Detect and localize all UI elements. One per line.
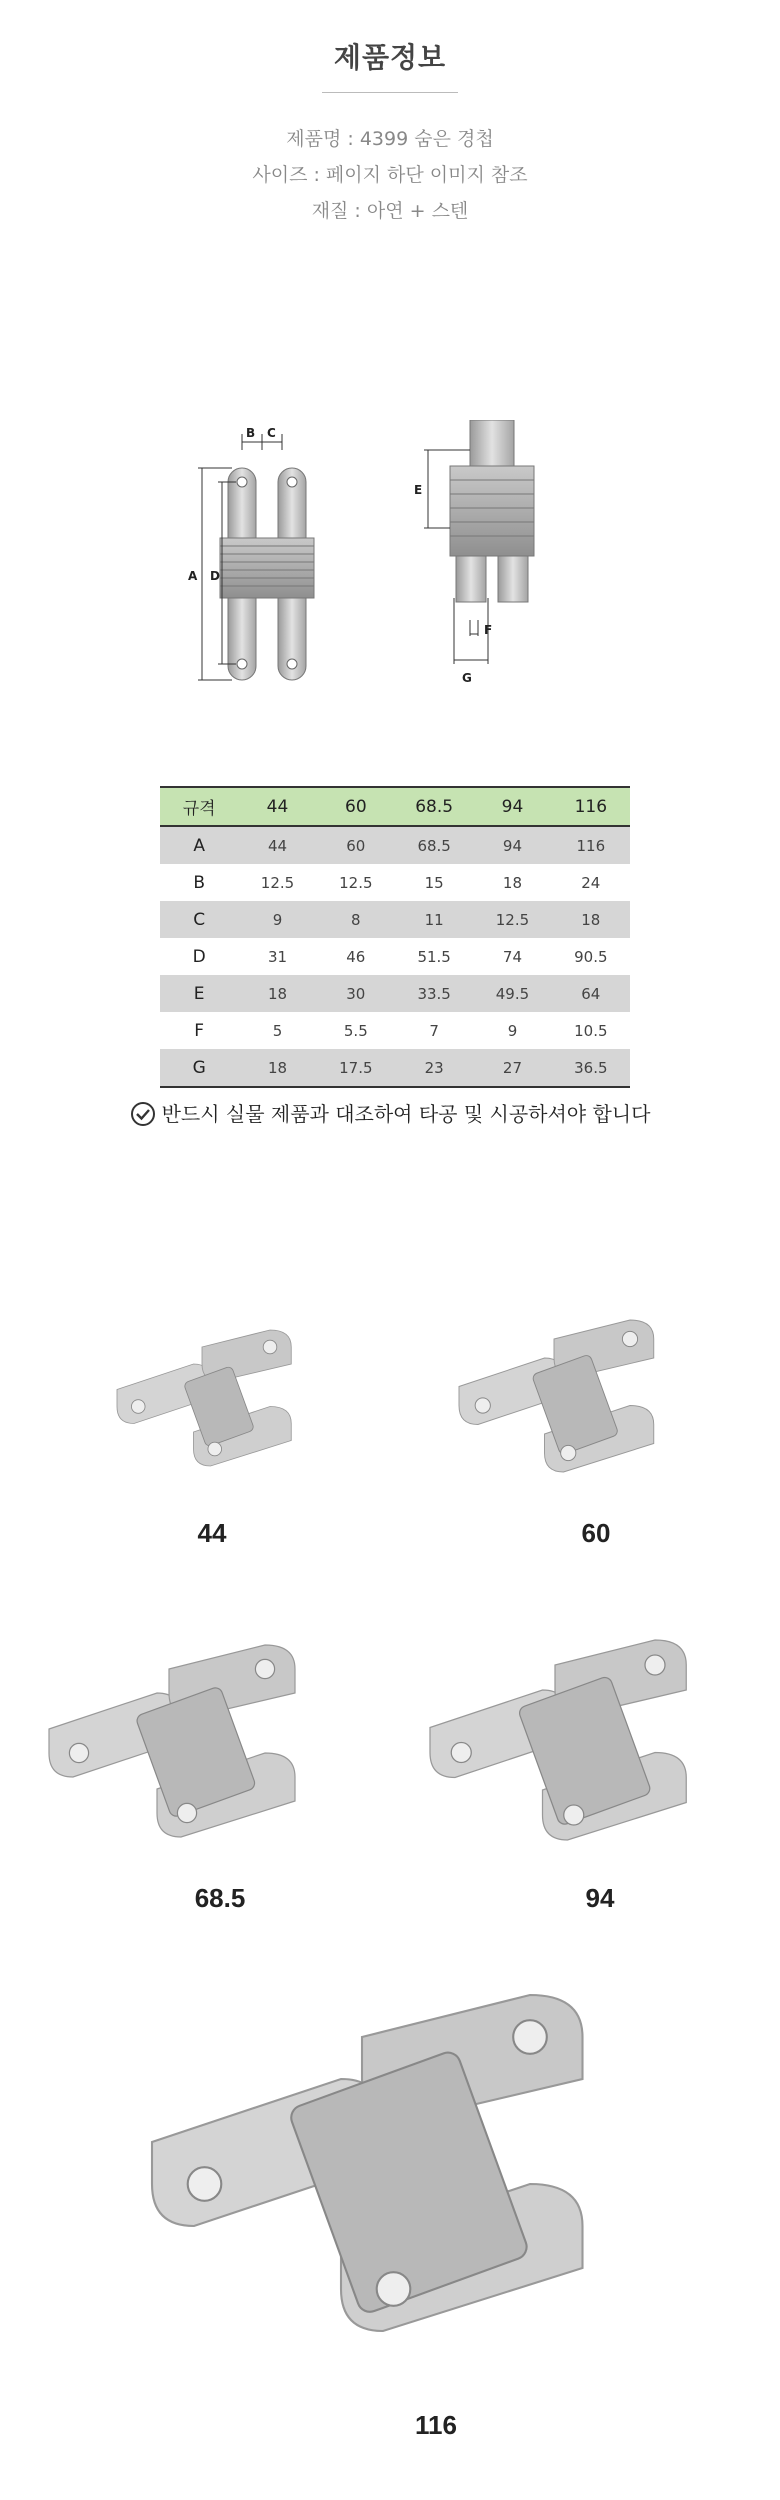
table-row-label: E [160, 975, 238, 1012]
table-cell: 5.5 [317, 1012, 395, 1049]
table-header-cell: 44 [238, 787, 316, 826]
size-label-68-5: 68.5 [194, 1883, 246, 1913]
table-cell: 23 [395, 1049, 473, 1087]
size-line: 사이즈 : 페이지 하단 이미지 참조 [252, 164, 528, 186]
table-row-label: A [160, 826, 238, 864]
table-row [160, 975, 630, 1012]
label-b: B [246, 426, 256, 440]
title-divider [322, 92, 458, 93]
table-cell: 36.5 [552, 1049, 630, 1087]
label-c: C [267, 426, 276, 440]
table-cell: 90.5 [552, 938, 630, 975]
table-row [160, 938, 630, 975]
table-cell: 18 [552, 901, 630, 938]
spec-table [160, 786, 630, 1088]
front-view-hinge [220, 468, 314, 680]
label-f: F [484, 623, 493, 637]
table-row [160, 901, 630, 938]
label-a: A [188, 569, 198, 583]
table-cell: 24 [552, 864, 630, 901]
table-cell: 18 [238, 1049, 316, 1087]
table-row-label: G [160, 1049, 238, 1087]
table-header-cell: 68.5 [395, 787, 473, 826]
material-line: 재질 : 아연 + 스텐 [311, 200, 469, 222]
table-cell: 46 [317, 938, 395, 975]
table-cell: 9 [473, 1012, 551, 1049]
check-circle-icon [130, 1101, 156, 1127]
table-cell: 51.5 [395, 938, 473, 975]
table-cell: 9 [238, 901, 316, 938]
table-header-cell: 60 [317, 787, 395, 826]
table-header-row [160, 787, 630, 826]
table-cell: 17.5 [317, 1049, 395, 1087]
label-g: G [462, 671, 472, 685]
table-row [160, 826, 630, 864]
table-cell: 12.5 [317, 864, 395, 901]
page-title: 제품정보 [333, 41, 447, 74]
table-cell: 12.5 [473, 901, 551, 938]
table-cell: 11 [395, 901, 473, 938]
table-cell: 33.5 [395, 975, 473, 1012]
table-cell: 94 [473, 826, 551, 864]
size-label-94: 94 [585, 1883, 615, 1913]
table-cell: 8 [317, 901, 395, 938]
table-row-label: B [160, 864, 238, 901]
table-cell: 27 [473, 1049, 551, 1087]
size-label-44: 44 [197, 1518, 227, 1548]
hinge-68-5-image [20, 1625, 360, 1875]
table-header-cell: 94 [473, 787, 551, 826]
table-cell: 7 [395, 1012, 473, 1049]
table-cell: 60 [317, 826, 395, 864]
table-cell: 64 [552, 975, 630, 1012]
product-name-line: 제품명 : 4399 숨은 경첩 [286, 128, 494, 150]
table-cell: 12.5 [238, 864, 316, 901]
table-header-cell: 규격 [160, 787, 238, 826]
size-label-60: 60 [581, 1518, 611, 1548]
size-label-116: 116 [415, 2410, 457, 2440]
table-cell: 18 [473, 864, 551, 901]
table-cell: 49.5 [473, 975, 551, 1012]
hinge-94-image [400, 1620, 760, 1880]
table-cell: 116 [552, 826, 630, 864]
table-row-label: C [160, 901, 238, 938]
hinge-60-image [430, 1290, 710, 1510]
hinge-44-image [90, 1300, 340, 1500]
notice-text: 반드시 실물 제품과 대조하여 타공 및 시공하셔야 합니다 [161, 1102, 651, 1126]
table-cell: 15 [395, 864, 473, 901]
table-header-cell: 116 [552, 787, 630, 826]
table-cell: 31 [238, 938, 316, 975]
table-cell: 30 [317, 975, 395, 1012]
table-cell: 68.5 [395, 826, 473, 864]
label-d: D [210, 569, 220, 583]
notice [0, 1098, 780, 1127]
table-cell: 44 [238, 826, 316, 864]
label-e: E [414, 483, 423, 497]
table-cell: 74 [473, 938, 551, 975]
table-row [160, 1049, 630, 1087]
table-row-label: F [160, 1012, 238, 1049]
table-cell: 10.5 [552, 1012, 630, 1049]
hinge-116-image [110, 1985, 670, 2405]
side-view-hinge [450, 420, 534, 602]
dimension-diagram [140, 420, 640, 720]
table-cell: 5 [238, 1012, 316, 1049]
table-row [160, 864, 630, 901]
table-cell: 18 [238, 975, 316, 1012]
table-row [160, 1012, 630, 1049]
table-row-label: D [160, 938, 238, 975]
